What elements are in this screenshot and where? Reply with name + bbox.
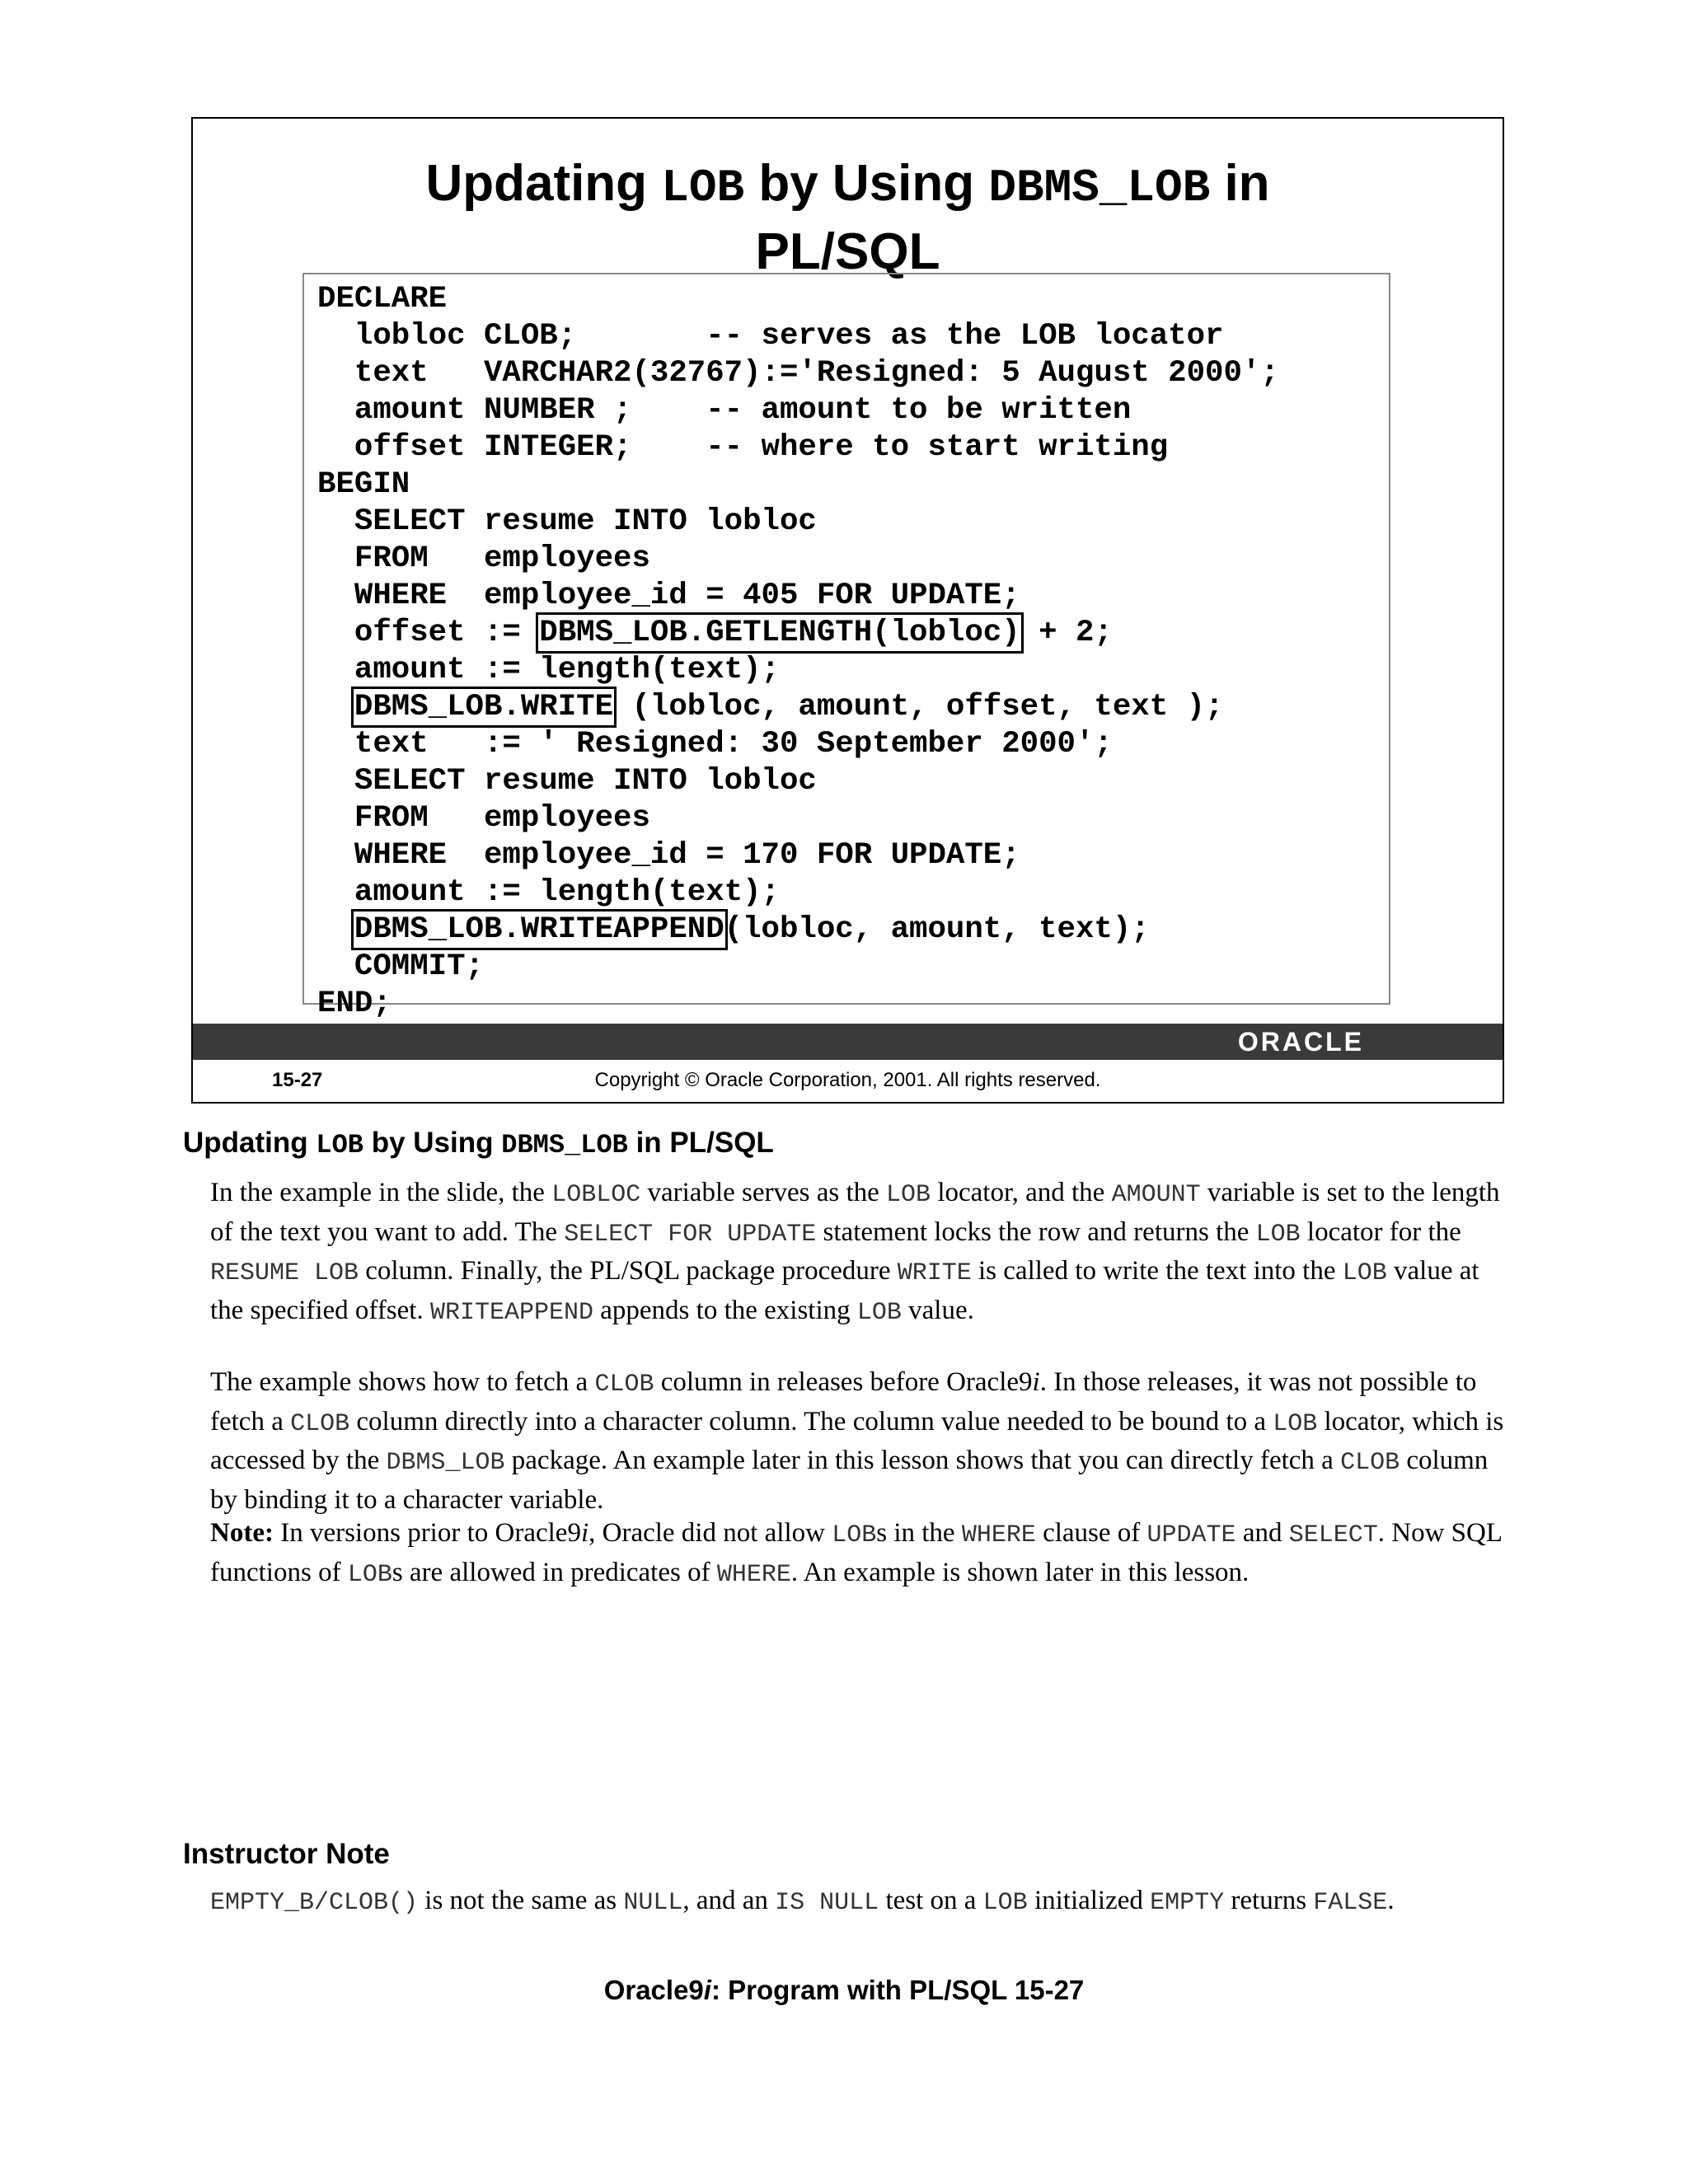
paragraph-clob-fetch: The example shows how to fetch a CLOB column in releases before Oracle9i. In those releases, it was not possible to fetch a CLOB column directly into a character column. The column value needed to be bound to a LOB locator, which is accessed by the DBMS_LOB package. An example later in this lesson shows that you can directly fetch a CLOB column by binding it to a character variable.	[210, 1367, 1504, 1515]
code-line: WHERE employee_id = 170 FOR UPDATE;	[317, 838, 1020, 873]
slide-number: 15-27	[272, 1069, 323, 1091]
code-line: SELECT resume INTO lobloc	[317, 764, 817, 799]
code-line: amount := length(text);	[317, 653, 780, 687]
section-heading: Updating LOB by Using DBMS_LOB in PL/SQL	[183, 1127, 774, 1160]
code-line: WHERE employee_id = 405 FOR UPDATE;	[317, 579, 1020, 613]
code-line: text VARCHAR2(32767):='Resigned: 5 August 2000';	[317, 356, 1279, 391]
copyright-notice: Copyright © Oracle Corporation, 2001. All rights reserved.	[594, 1069, 1101, 1091]
highlight-writeappend: DBMS_LOB.WRITEAPPEND	[354, 912, 724, 947]
instructor-note-text: EMPTY_B/CLOB() is not the same as NULL, and an IS NULL test on a LOB initialized EMPTY returns FALSE.	[210, 1886, 1395, 1917]
highlight-getlength: DBMS_LOB.GETLENGTH(lobloc)	[539, 616, 1020, 650]
oracle-footer-bar	[193, 1024, 1503, 1060]
code-line: lobloc CLOB; -- serves as the LOB locator	[317, 319, 1224, 354]
code-line: FROM employees	[317, 801, 650, 836]
code-line: amount := length(text);	[317, 875, 780, 910]
code-line: SELECT resume INTO lobloc	[317, 504, 817, 539]
page-footer: Oracle9i: Program with PL/SQL 15-27	[603, 1975, 1085, 2005]
code-line: BEGIN	[317, 467, 410, 502]
highlight-write: DBMS_LOB.WRITE	[354, 690, 614, 724]
code-line: COMMIT;	[317, 949, 484, 984]
code-line: offset INTEGER; -- where to start writing	[317, 430, 1169, 465]
instructor-note-heading: Instructor Note	[183, 1838, 390, 1870]
plsql-code-listing: DECLARE lobloc CLOB; -- serves as the LOB locator text VARCHAR2(32767):='Resigned: 5 August 2000'; amount NUMBER ; -- amount to be written offset INTEGER; -- where to start writing BEGIN SELECT resume INTO lobloc FROM employees WHERE employee_id = 405 FOR UPDATE; offset := DBMS_LOB.GETLENGTH(lobloc) + 2; amount := length(text); DBMS_LOB.WRITE (lobloc, amount, offset, text ); text := ' Resigned: 30 September 2000'; SELECT resume INTO lobloc FROM employees WHERE employee_id = 170 FOR UPDATE; amount := length(text); DBMS_LOB.WRITEAPPEND(lobloc, amount, text); COMMIT; END;	[317, 282, 1279, 1021]
slide-frame	[191, 117, 1504, 1104]
code-example-box	[302, 273, 1390, 1021]
slide-title: Updating LOB by Using DBMS_LOB in PL/SQL	[425, 155, 1270, 280]
code-line: text := ' Resigned: 30 September 2000';	[317, 727, 1113, 762]
code-line: FROM employees	[317, 541, 650, 576]
oracle-logo: ORACLE	[1237, 1027, 1364, 1057]
code-line: DECLARE	[317, 282, 448, 316]
code-line: END;	[317, 987, 392, 1021]
paragraph-explanation: In the example in the slide, the LOBLOC variable serves as the LOB locator, and the AMOUNT variable is set to the length of the text you want to add. The SELECT FOR UPDATE statement locks the row and returns the LOB locator for the RESUME LOB column. Finally, the PL/SQL package procedure WRITE is called to write the text into the LOB value at the specified offset. WRITEAPPEND appends to the existing LOB value.	[210, 1178, 1500, 1327]
paragraph-note: Note: In versions prior to Oracle9i, Oracle did not allow LOBs in the WHERE clause of UPDATE and SELECT. Now SQL functions of LOBs are allowed in predicates of WHERE. An example is shown later in this lesson.	[210, 1518, 1502, 1589]
code-line: amount NUMBER ; -- amount to be written	[317, 393, 1132, 428]
